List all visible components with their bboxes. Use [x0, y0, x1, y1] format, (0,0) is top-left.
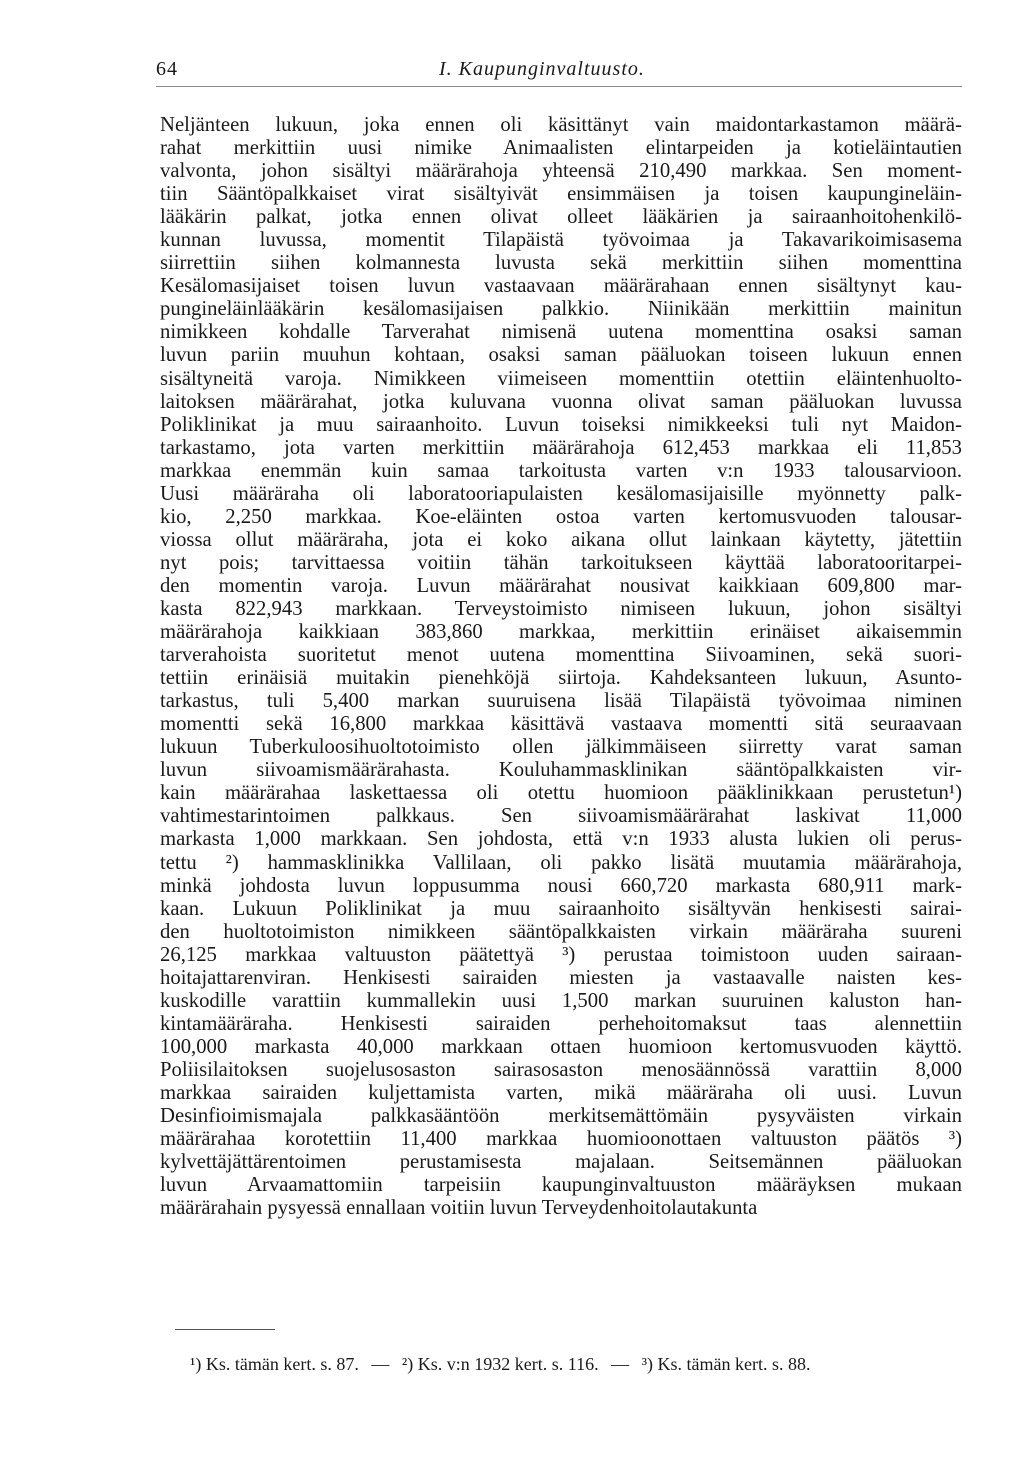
footnote-3: ³) Ks. tämän kert. s. 88.	[641, 1354, 811, 1374]
text-line: Kesälomasijaiset toisen luvun vastaavaan määrärahaan ennen sisältynyt kau-	[160, 275, 962, 298]
text-line: määrärahain pysyessä ennallaan voitiin luvun Terveydenhoitolautakunta	[160, 1197, 758, 1220]
text-line: den momentin varoja. Luvun määrärahat nousivat kaikkiaan 609,800 mar-	[160, 574, 962, 597]
text-line: tarverahoista suoritetut menot uutena momenttina Siivoaminen, sekä suori-	[160, 644, 962, 667]
footnote-separator: —	[611, 1354, 630, 1374]
text-line: Neljänteen lukuun, joka ennen oli käsittänyt vain maidontarkastamon määrä-	[160, 114, 962, 136]
text-line: määrärahaa korotettiin 11,400 markkaa huomioonottaen valtuuston päätös ³)	[160, 1128, 962, 1151]
text-line: 100,000 markasta 40,000 markkaan ottaen huomioon kertomusvuoden käyttö.	[160, 1035, 962, 1058]
text-line: momentti sekä 16,800 markkaa käsittävä vastaava momentti sitä seuraavaan	[160, 713, 962, 736]
text-line: tettu ²) hammasklinikka Vallilaan, oli pakko lisätä muutamia määrärahoja,	[160, 851, 962, 874]
text-line: Poliisilaitoksen suojelusosaston sairasosaston menosäännössä varattiin 8,000	[160, 1058, 962, 1081]
footnote-2: ²) Ks. v:n 1932 kert. s. 116.	[401, 1354, 599, 1374]
text-line: vahtimestarintoimen palkkaus. Sen siivoamismäärärahat laskivat 11,000	[160, 805, 962, 828]
text-line: pungineläinlääkärin kesälomasijaisen palkkio. Niinikään merkittiin mainitun	[160, 298, 962, 321]
footnote-separator: —	[371, 1354, 390, 1374]
footnote-rule	[175, 1329, 275, 1330]
text-line: sisältyneitä varoja. Nimikkeen viimeiseen momenttiin otettiin eläintenhuolto-	[160, 367, 962, 390]
text-line: markkaa sairaiden kuljettamista varten, mikä määräraha oli uusi. Luvun	[160, 1081, 962, 1104]
text-line: markasta 1,000 markkaan. Sen johdosta, että v:n 1933 alusta lukien oli perus-	[160, 828, 962, 851]
text-line: tettiin erinäisiä muitakin pienehköjä siirtoja. Kahdeksanteen lukuun, Asunto-	[160, 667, 962, 690]
text-line: den huoltotoimiston nimikkeen sääntöpalkkaisten virkain määräraha suureni	[160, 920, 962, 943]
text-line: luvun Arvaamattomiin tarpeisiin kaupunginvaltuuston määräyksen mukaan	[160, 1174, 962, 1197]
body-paragraph	[160, 114, 962, 1220]
text-line: hoitajattarenviran. Henkisesti sairaiden miesten ja vastaavalle naisten kes-	[160, 966, 962, 989]
text-line: tiin Sääntöpalkkaiset virat sisältyivät ensimmäisen ja toisen kaupungineläin-	[160, 183, 962, 206]
page-header	[156, 56, 962, 87]
text-line: rahat merkittiin uusi nimike Animaalisten elintarpeiden ja kotieläintautien	[160, 137, 962, 160]
text-line: viossa ollut määräraha, jota ei koko aikana ollut lainkaan käytetty, jätettiin	[160, 528, 962, 551]
text-line: kaan. Lukuun Poliklinikat ja muu sairaanhoito sisältyvän henkisesti sairai-	[160, 897, 962, 920]
text-line: luvun siivoamismäärärahasta. Kouluhammasklinikan sääntöpalkkaisten vir-	[160, 759, 962, 782]
text-line: Poliklinikat ja muu sairaanhoito. Luvun toiseksi nimikkeeksi tuli nyt Maidon-	[160, 413, 962, 436]
text-line: tarkastamo, jota varten merkittiin määrärahoja 612,453 markkaa eli 11,853	[160, 436, 962, 459]
page-number: 64	[156, 58, 178, 80]
text-line: valvonta, johon sisältyi määrärahoja yhteensä 210,490 markkaa. Sen moment-	[160, 160, 962, 183]
text-line: nimikkeen kohdalle Tarverahat nimisenä uutena momenttina osaksi saman	[160, 321, 962, 344]
text-line: kuskodille varattiin kummallekin uusi 1,500 markan suuruinen kaluston han-	[160, 989, 962, 1012]
text-line: kylvettäjättärentoimen perustamisesta majalaan. Seitsemännen pääluokan	[160, 1151, 962, 1174]
text-line: laitoksen määrärahat, jotka kuluvana vuonna olivat saman pääluokan luvussa	[160, 390, 962, 413]
text-line: luvun pariin muuhun kohtaan, osaksi saman pääluokan toiseen lukuun ennen	[160, 344, 962, 367]
text-line: markkaa enemmän kuin samaa tarkoitusta varten v:n 1933 talousarvioon.	[160, 459, 962, 482]
text-line: tarkastus, tuli 5,400 markan suuruisena lisää Tilapäistä työvoimaa niminen	[160, 690, 962, 713]
text-line: kasta 822,943 markkaan. Terveystoimisto nimiseen lukuun, johon sisältyi	[160, 597, 962, 620]
text-line: 26,125 markkaa valtuuston päätettyä ³) perustaa toimistoon uuden sairaan-	[160, 943, 962, 966]
text-line: lääkärin palkat, jotka ennen olivat olleet lääkärien ja sairaanhoitohenkilö-	[160, 206, 962, 229]
footnotes	[190, 1354, 980, 1375]
text-line: nyt pois; tarvittaessa voitiin tähän tarkoitukseen käyttää laboratooritarpei-	[160, 551, 962, 574]
text-line: määrärahoja kaikkiaan 383,860 markkaa, merkittiin erinäiset aikaisemmin	[160, 621, 962, 644]
text-line: lukuun Tuberkuloosihuoltotoimisto ollen jälkimmäiseen siirretty varat saman	[160, 736, 962, 759]
text-line: Desinfioimismajala palkkasääntöön merkitsemättömäin pysyväisten virkain	[160, 1105, 962, 1128]
text-line: kintamääräraha. Henkisesti sairaiden perhehoitomaksut taas alennettiin	[160, 1012, 962, 1035]
footnote-1: ¹) Ks. tämän kert. s. 87.	[190, 1354, 359, 1374]
text-line: kio, 2,250 markkaa. Koe-eläinten ostoa varten kertomusvuoden talousar-	[160, 505, 962, 528]
running-title: I. Kaupunginvaltuusto.	[439, 58, 645, 80]
text-line: kunnan luvussa, momentit Tilapäistä työvoimaa ja Takavarikoimisasema	[160, 229, 962, 252]
text-line: minkä johdosta luvun loppusumma nousi 660,720 markasta 680,911 mark-	[160, 874, 962, 897]
text-line: Uusi määräraha oli laboratooriapulaisten kesälomasijaisille myönnetty palk-	[160, 482, 962, 505]
text-line: siirrettiin siihen kolmannesta luvusta sekä merkittiin siihen momenttina	[160, 252, 962, 275]
text-line: kain määrärahaa laskettaessa oli otettu huomioon pääklinikkaan perustetun¹)	[160, 782, 962, 805]
